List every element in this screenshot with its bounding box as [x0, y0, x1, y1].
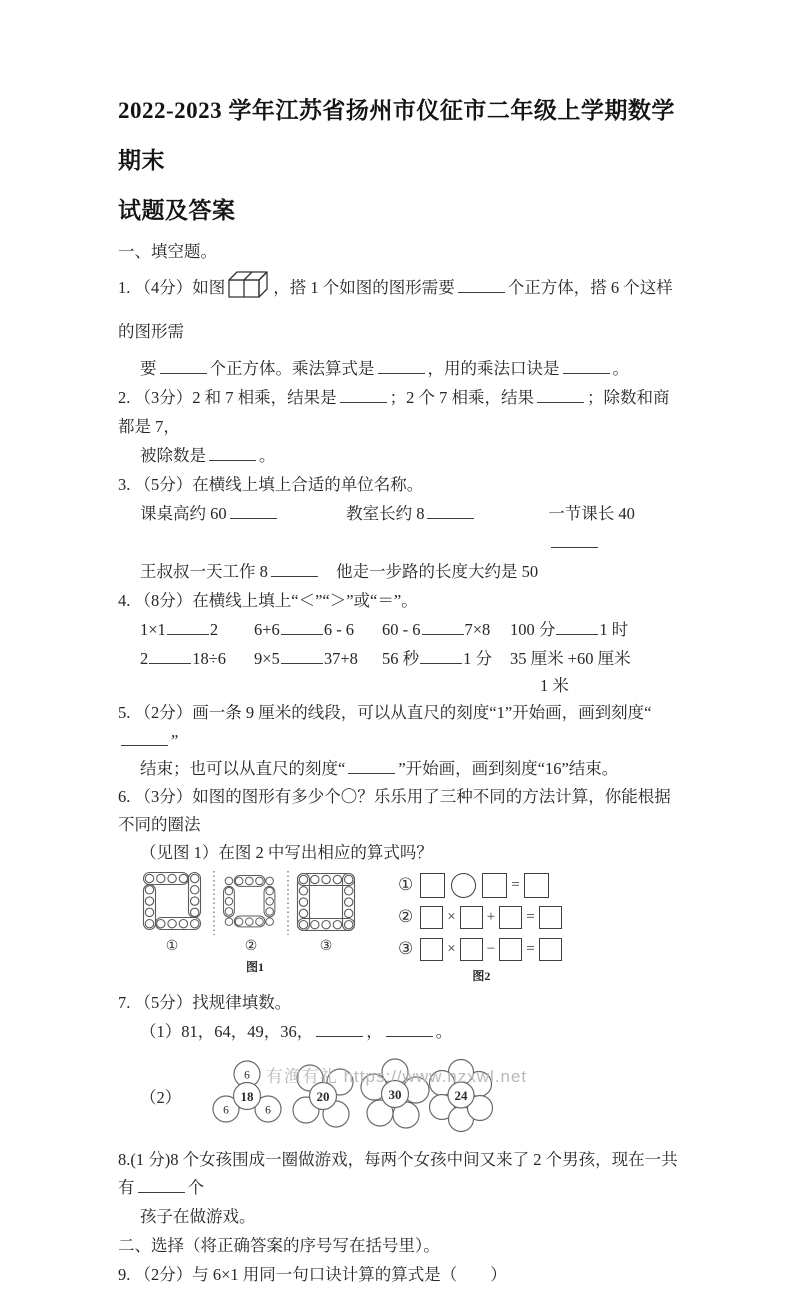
q7-part2-label: （2） — [140, 1088, 182, 1107]
flower2-center: 20 — [316, 1089, 330, 1104]
q1-text-f: ，用的乘法口诀是 — [427, 359, 560, 378]
q4-blank-7 — [420, 649, 462, 664]
flower1-petal-right: 6 — [265, 1104, 272, 1117]
q7-p1-text-a: （1）81，64，49，36， — [140, 1022, 314, 1041]
q4-r1c1-left: 1×1 — [140, 620, 166, 639]
q2-text-c: ；除数和商都是 7， — [118, 388, 670, 436]
q1-text-b: ，搭 1 个如图的图形需要 — [273, 278, 455, 297]
q2-text-e: 。 — [259, 446, 276, 465]
q2-blank-2 — [537, 388, 584, 403]
q4-r2c2-left: 9×5 — [254, 649, 280, 668]
page-title-line2: 试题及答案 — [118, 198, 236, 223]
q8-text-b: 个 — [187, 1178, 204, 1197]
question-4-row1 — [118, 615, 684, 644]
figure-2-equation-2 — [398, 901, 565, 933]
q4-r2c1-right: 18÷6 — [192, 649, 227, 668]
q4-blank-4 — [556, 620, 598, 635]
figure-2-equations — [398, 869, 565, 983]
eq1-box-3 — [524, 873, 549, 898]
q7-p1-text-c: 。 — [435, 1022, 453, 1041]
question-1-line1 — [118, 266, 684, 354]
q3-blank-2 — [427, 504, 474, 519]
figure-1-circle-groupings — [140, 869, 370, 974]
section-one-heading: 一、填空题。 — [118, 242, 217, 261]
two-cubes-icon — [227, 269, 271, 303]
question-9: 9. （2分）与 6×1 用同一句口诀计算的算式是（ ） — [118, 1265, 507, 1284]
figure-2-equation-1 — [398, 869, 565, 901]
question-5-line2 — [118, 755, 684, 783]
question-6-figure — [118, 869, 684, 987]
question-6-line2: （见图 1）在图 2 中写出相应的算式吗？ — [140, 843, 433, 862]
eq2-times-sign: × — [447, 908, 456, 925]
question-6-line1: 6. （3分）如图的图形有多少个〇？乐乐用了三种不同的方法计算，你能根据不同的圈法 — [118, 787, 671, 834]
eq2-box-1 — [420, 906, 443, 929]
q7-p1-text-b: ， — [366, 1022, 383, 1041]
eq3-box-4 — [539, 938, 562, 961]
question-7-part1 — [118, 1017, 684, 1046]
q4-blank-1 — [167, 620, 209, 635]
question-2-line2 — [118, 441, 684, 470]
q2-blank-1 — [340, 388, 387, 403]
question-8-line2: 孩子在做游戏。 — [140, 1207, 256, 1226]
eq3-label: ③ — [398, 939, 414, 958]
figure-2-equation-3 — [398, 933, 565, 965]
q3-unit-3-text: 一节课长 40 — [548, 504, 635, 523]
q1-blank-2 — [160, 359, 207, 374]
q3-unit-2 — [346, 499, 548, 557]
eq1-box-2 — [482, 873, 507, 898]
q5-text-c: 结束；也可以从直尺的刻度“ — [140, 759, 346, 778]
eq3-minus-sign: − — [486, 940, 496, 957]
q4-r1c4 — [510, 615, 684, 644]
q4-r1c3 — [382, 615, 510, 644]
q4-r1c1 — [140, 615, 254, 644]
q4-r1c4-right: 1 时 — [599, 620, 629, 639]
question-2-line1 — [118, 383, 684, 441]
q1-text-d: 要 — [140, 359, 157, 378]
eq1-label: ① — [398, 875, 414, 894]
q3-unit-5: 他走一步路的长度大约是 50 — [336, 562, 539, 581]
figure-1-caption: 图1 — [245, 960, 264, 974]
q8-text-a: 8.(1 分)8 个女孩围成一圈做游戏，每两个女孩中间又来了 2 个男孩，现在一共有 — [118, 1150, 678, 1197]
question-3-units-row1 — [118, 499, 684, 557]
q3-unit-4 — [140, 557, 336, 586]
flower3-center: 30 — [388, 1087, 402, 1102]
q5-blank-2 — [348, 759, 395, 774]
q4-blank-6 — [281, 649, 323, 664]
q1-text-e: 个正方体。乘法算式是 — [209, 359, 375, 378]
q1-text-g: 。 — [612, 359, 629, 378]
q4-r2c2-right: 37+8 — [323, 649, 358, 668]
q7-blank-2 — [386, 1022, 433, 1037]
figure-1-label-1: ① — [165, 939, 179, 954]
q4-r2c1 — [140, 644, 254, 673]
q4-r2c3-left: 56 秒 — [382, 649, 420, 668]
q4-blank-2 — [281, 620, 323, 635]
eq1-equals-sign: = — [511, 876, 520, 893]
q2-text-b: ；2 个 7 相乘，结果 — [389, 388, 534, 407]
question-4-heading: 4. （8分）在横线上填上“＜”“＞”或“＝”。 — [118, 591, 418, 610]
q1-blank-1 — [458, 278, 505, 293]
page-title-line1: 2022-2023 学年江苏省扬州市仪征市二年级上学期数学期末 — [118, 98, 675, 173]
q4-r2c3 — [382, 644, 510, 673]
eq2-equals-sign: = — [526, 908, 535, 925]
eq3-box-2 — [460, 938, 483, 961]
eq2-label: ② — [398, 907, 414, 926]
q3-unit-3 — [548, 499, 684, 557]
q4-r2c1-left: 2 — [140, 649, 149, 668]
q2-blank-3 — [209, 446, 256, 461]
q5-text-b: ” — [171, 731, 179, 750]
q5-text-a: 5. （2分）画一条 9 厘米的线段，可以从直尺的刻度“1”开始画，画到刻度“ — [118, 703, 652, 722]
q8-blank-1 — [138, 1178, 185, 1193]
watermark-footer: 有渔有礼 https://www.nzxwl.net — [265, 1067, 528, 1086]
q3-blank-3 — [551, 533, 598, 548]
figure-1-drawing — [140, 869, 362, 955]
figure-2-caption: 图2 — [472, 969, 491, 983]
q4-r1c3-right: 7×8 — [464, 620, 491, 639]
page-content — [118, 86, 684, 1289]
q4-r2c2 — [254, 644, 382, 673]
flower1-petal-top: 6 — [244, 1069, 251, 1082]
q1-text-a: 1. （4分）如图 — [118, 278, 226, 297]
section-two-heading: 二、选择（将正确答案的序号写在括号里）。 — [118, 1236, 440, 1255]
eq2-box-3 — [499, 906, 522, 929]
q4-r2c3-right: 1 分 — [463, 649, 492, 668]
question-4-row3: 1 米 — [540, 676, 569, 695]
question-7-heading: 7. （5分）找规律填数。 — [118, 993, 292, 1012]
figure-1-label-2: ② — [244, 939, 258, 954]
q4-r1c2-right: 6 - 6 — [323, 620, 355, 639]
flower4-center: 24 — [454, 1088, 468, 1103]
figure-1-label-3: ③ — [319, 939, 333, 954]
eq2-box-2 — [460, 906, 483, 929]
q4-blank-3 — [422, 620, 464, 635]
q4-r1c4-left: 100 分 — [510, 620, 556, 639]
q1-text-c: 个正方体，搭 6 个这样的图形需 — [118, 278, 673, 341]
question-1-line2 — [118, 354, 684, 383]
eq3-box-3 — [499, 938, 522, 961]
eq3-box-1 — [420, 938, 443, 961]
q3-unit-1 — [140, 499, 346, 557]
q3-unit-1-text: 课桌高约 60 — [140, 504, 227, 523]
eq2-plus-sign: + — [486, 908, 496, 925]
q7-blank-1 — [316, 1022, 363, 1037]
question-8-line1 — [118, 1146, 684, 1202]
eq3-equals-sign: = — [526, 940, 535, 957]
q2-text-a: 2. （3分）2 和 7 相乘，结果是 — [118, 388, 337, 407]
question-4-row2 — [118, 644, 684, 673]
question-5-line1 — [118, 699, 684, 755]
eq3-times-sign: × — [447, 940, 456, 957]
q4-blank-5 — [149, 649, 191, 664]
eq1-operator-circle — [451, 873, 476, 898]
q2-text-d: 被除数是 — [140, 446, 206, 465]
q4-r1c3-left: 60 - 6 — [382, 620, 421, 639]
q1-blank-4 — [563, 359, 610, 374]
flower1-center: 18 — [240, 1089, 254, 1104]
q5-blank-1 — [121, 731, 168, 746]
question-3-heading: 3. （5分）在横线上填上合适的单位名称。 — [118, 475, 424, 494]
q3-unit-2-text: 教室长约 8 — [346, 504, 425, 523]
q4-r2c4: 35 厘米 +60 厘米 — [510, 649, 631, 668]
eq1-box-1 — [420, 873, 445, 898]
q3-blank-4 — [271, 562, 318, 577]
q3-unit-4-text: 王叔叔一天工作 8 — [140, 562, 268, 581]
q4-r1c2-left: 6+6 — [254, 620, 280, 639]
q4-r1c1-right: 2 — [209, 620, 219, 639]
question-3-units-row2 — [118, 557, 684, 586]
q3-blank-1 — [230, 504, 277, 519]
q1-blank-3 — [378, 359, 425, 374]
q5-text-d: ”开始画，画到刻度“16”结束。 — [398, 759, 619, 778]
q4-r1c2 — [254, 615, 382, 644]
eq2-box-4 — [539, 906, 562, 929]
flower1-petal-left: 6 — [223, 1104, 230, 1117]
